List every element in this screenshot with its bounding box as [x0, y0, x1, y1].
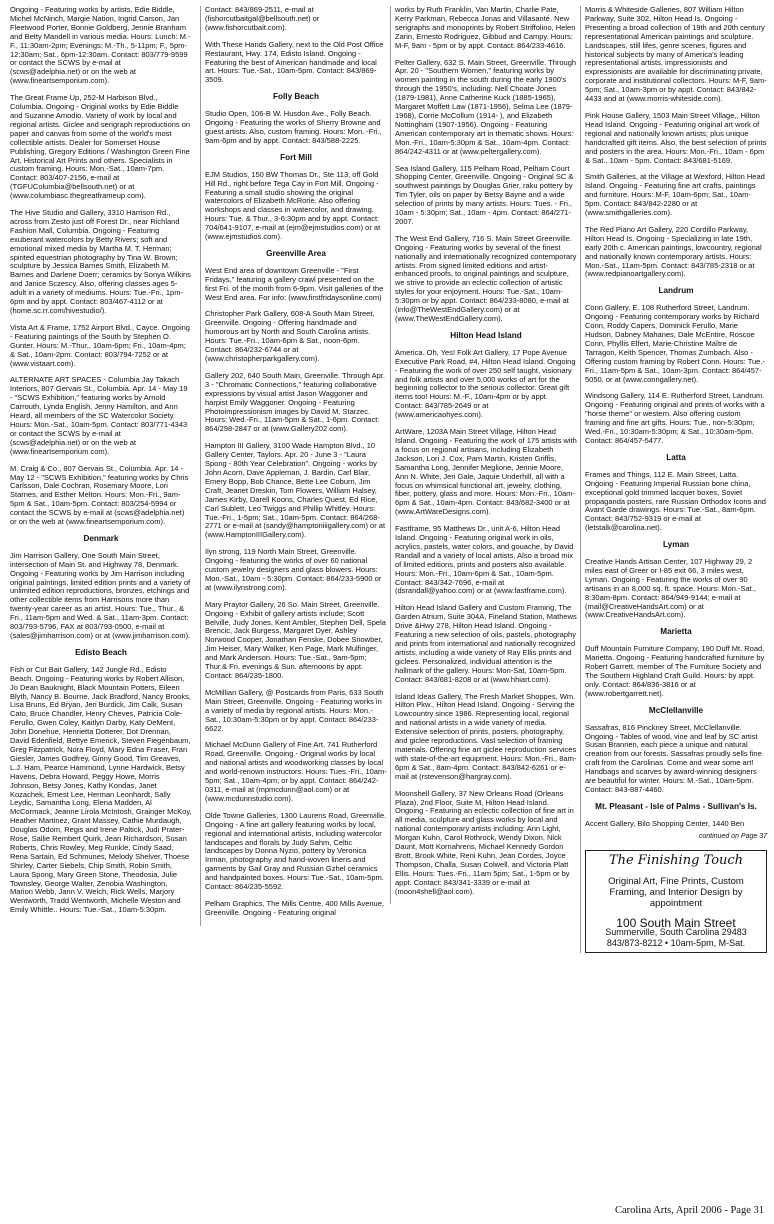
- gallery-listing: Conn Gallery, E. 108 Rutherford Street, Landrum. Ongoing - Featuring contemporary works by Richard Conn, Roddy Capers, Dominick Ferullo, Marie Hudson, Dabney Mahanes, Dale McEntire, Roscoe Conn, Phyllis Elfert, Marie-Christine Maître de Tarragon, Keith Spencer, Thomas Zumbach. Also - Offering custom framing by Robert Conn. Hours: Tue.-Fri., 11am-5pm & Sat., 10am-3pm. Contact: 864/457-5050. or at (www.conngallery.net).: [585, 303, 765, 384]
- gallery-listing: ALTERNATE ART SPACES - Columbia Jay Takach Interiors, 807 Gervais St., Columbia. Apr. 14 - May 19 - "SCWS Exhibition," featuring works by Arnold Carrouth, Lynda English, Jenny Hamilton, and Ann Heard, all members of the SC Watercolor Society. Hours: Mon.-Sat., 10am-5pm. Contact: 803/771-4343 or contact the SCWS by e-mail at (scws@adelphia.net) or on the web at (www.fineartsemporium.com).: [10, 375, 188, 456]
- gallery-listing: Smith Galleries, at the Village at Wexford, Hilton Head Island. Ongoing - Featuring fine art crafts, paintings and furniture. Hours: M-F, 10am-6pm; Sat., 10am-5pm. Contact: 843/842-2280 or at (www.smithgalleries.com).: [585, 172, 765, 218]
- column-1: [10, 6, 192, 923]
- gallery-listing: Pelham Graphics, The Mills Centre, 400 Mills Avenue, Greenville. Ongoing - Featuring original: [205, 898, 384, 917]
- gallery-listing: Mary Praytor Gallery, 26 So. Main Street, Greenville. Ongoing - Exhibit of gallery artists include; Scott Belville, Judy Jones, Kent Ambler, Stephen Dell, Spela Brencic, Jack Burgess, Margaret Dyer, Ashley Norwood Cooper, Jonathan Fenske, Dobee Snowber, Jim Heiser, Mary Walker, Ken Page, Mark Mulfinger, and Mark Anderson. Hours: Tue.-Sat., 9am-5pm; Thur.& Fri. evenings & Sun. afternoons by appt. Contact: 864/235-1800.: [205, 599, 386, 680]
- newspaper-page: [10, 5, 767, 1202]
- gallery-listing: Vista Art & Frame, 1752 Airport Blvd., Cayce. Ongoing - Featuring paintings of the South by Stephen O. Gunter. Hours: M.-Thur., 10am-6pm; Fri., 10am-4pm; & Sat., 10am-2pm. Contact: 803/794-7252 or at (www.vistaart.com).: [10, 322, 190, 368]
- section-heading: Denmark: [83, 533, 119, 543]
- gallery-listing: Pelter Gallery, 632 S. Main Street, Greenville. Through Apr. 20 - "Southern Women," featuring works by women painting in the south during the early 1900's through the 1950's, including: Nell Choate Jones (1879-1981), Anne Catherine Kuck (1885-1965), Margaret Moffett Law (1871-1956), Selma Lee (1879-1968), Corrie McCollum (1914- ), and Elizabeth Nottingham (1907-1956). Ongoing - Featuring American contemporary art in thematic shows. Hours: Mon.-Fri., 10am-5:30pm & Sat., 10am-4pm. Contact: 864/242-4311 or at (www.peltergallery.com).: [395, 57, 577, 156]
- gallery-listing: Fish or Cut Bait Gallery, 142 Jungle Rd., Edisto Beach. Ongoing - Featuring works by Robert Allison, Jo Dean Bauknight, Black Mountain Potters, Eileen Blyth, Nancy B. Bourne, Jack Bradford, Nancy Brooks, Lisa Bruns, Ed Bryan, Jeri Burdick, Jim Calk, Susan Cato, Bruce Chandler, Henry Cheves, Patricia Cole-Ferullo, Gwen Coley, Kaitlyn Darby, Katy DeMent, John Donehue, Henrietta Dotterer, Dot Drennan, David Edenfield, Bettye Emerick, Steven Fiegenbaum, Greg Fitzpatrick, Nora Floyd, Mary Edna Fraser, Fran Giesler, James Godfrey, Ginny Good, Tim Greaves, L.J. Ham, Pearce Hammond, Lynne Hardwick, Betsy Havens, Debra Howard, Peggy Howe, Morris Johnson, Betsy Jones, Kathy Kondas, Janet Kozachek, Ernest Lee, Herman Leonhardt, Sally Leydic, Samantha Long, Elena Madden, Al McCormack, Jeanne Lirola McIntosh, Grainger McKoy, Heather Martinez, Grant Massey, Cathie Murdaugh, Douglas Odom, Regis and Irene Paltick, Judi Prater-Rose, Sallie Rembert Quirk, Jean Richardson, Susan Roberts, Chris Rowley, Meg Runkle, Cindy Saad, Rena Sartain, Ed Schmunes, Melody Shelver, Thoese Shirley, Carter Siebels, Chip Smith, Robin Smith, Laura Spong, Mary Green Stone, Theodosia, Julie Townsley, George Walter, Zenobia Washington, Marion Webb, Jann V. Welch, Rick Wells, Marjory Wentworth, Tradd Wentworth, Michelle Weston and Emily Whittle.. Hours: Tue.-Sat., 10am-5:30pm.: [10, 664, 192, 915]
- finishing-touch-ad: [585, 850, 767, 954]
- gallery-listing: McMillian Gallery, @ Postcards from Paris, 633 South Main Street, Greenville. Ongoing - Featuring works in a variety of media by regional artists. Hours: Mon.-Sat., 10:30am-5:30pm or by appt. Contact: 864/233-6622.: [205, 687, 384, 733]
- section-heading: Marietta: [660, 627, 692, 637]
- gallery-listing: Windsong Gallery, 114 E. Rutherford Street, Landrum. Ongoing - Featuring original and prints of works with a "horse theme" or western. Also offering custom framing and fine art gifts. Hours: Tue., non-5:30pm; Wed.-Fri., 10:30am-5:30pm; & Sat., 10:30am-5pm. Contact: 864/457-5477.: [585, 391, 765, 445]
- column-2: [200, 6, 387, 926]
- section-heading: Hilton Head Island: [450, 330, 522, 340]
- gallery-listing: Ilyn strong, 119 North Main Street, Greenville. Ongoing - featuring the works of over 60 national custom jewelry designers and glass blowers. Hours: Mon.-Sat., 10am - 5:30pm. Contact: 864/233-5900 or at (www.ilynstrong.com).: [205, 547, 382, 592]
- page-footer: Carolina Arts, April 2006 - Page 31: [614, 1205, 764, 1216]
- gallery-listing: Contact: 843/869-2511, e-mail at (fishorcutbaitgal@bellsouth.net) or (www.fishorcutbait.com).: [205, 5, 320, 32]
- gallery-listing: EJM Studios, 150 BW Thomas Dr., Ste 113, off Gold Hill Rd., right before Tega Cay in Fort Mill. Ongoing - Featuring a small studio showing the original watercolors of Elizabeth McRorie. Also offering workshops and classes in watercolor, and drawing. Hours: Tue. & Thur., 3-6:30pm and by appt. Contact: 704/641-9107, e-mail at (ejm@ejmstudios.com) or at (www.ejmstudios.com).: [205, 169, 381, 242]
- ad-city: Summerville, South Carolina 29483: [605, 927, 747, 938]
- gallery-listing: Michael McDunn Gallery of Fine Art, 741 Rutherford Road, Greenville. Ongoing - Original works by local and national artists and woodworking classes by local and world-renown instructors. Hours: Tues.-Fri., 10am-5pm; Sat., 10am-4pm; or by appt. Contact: 864/242-0311, e-mail at (mpmcdunn@aol.com) or at (www.mcdunnstudio.com).: [205, 740, 387, 803]
- section-heading: Landrum: [658, 286, 694, 296]
- gallery-listing: Pink House Gallery, 1503 Main Street Village,, Hilton Head Island. Ongoing - Featuring original art work of regional and nationally known artists; plus unique handcrafted gift items. Also, the best selection of prints and posters in the area. Hours: Mon.-Fri., 10am - 6pm & Sat., 10am - 5pm. Contact: 843/681-5169.: [585, 110, 767, 165]
- gallery-listing: Ongoing - Featuring works by artists, Edie Biddle, Michel McNinch, Margie Nation, Ingrid Carson, Jan Fleetwood Porter, Bonnie Goldberg, Jennie Branham and Betty Mandell in various media. Hours: Lunch: M.-F., 11:30am-2pm; Evenings: M.-Th., 5-11pm; F., 5pm-12:30am; Sat., 6pm-12:30am. Contact: 803/779-9599 or contact the SCWS by e-mail at (scws@adelphia.net) or on the web at (www.fineartsemporium.com).: [10, 5, 191, 86]
- gallery-listing: Moonshell Gallery, 37 New Orleans Road (Orleans Plaza), 2nd Floor, Suite M, Hilton Head Island. Ongoing - Featuring an eclectic collection of fine art in all media, sculpture and glass works by local and national contemporary artists including: Ann Light, Morgan Kuhn, Carol Rothrock, Wendy Dixon, Nick Daunt, Mott Kornahrens, Michael Kennedy Gordon Brott, Brook White, Reni Kuhn, Jean Cordes, Joyce Thompson, Challa, Susan Colwell, and Victoria Platt Ellis. Hours: Tues.-Fri., 11am 5pm; Sat., 1-5pm or by appt. Contact: 843/341-3339 or e-mail at (moon4shell@aol.com).: [395, 788, 574, 896]
- gallery-listing: Hilton Head Island Gallery and Custom Framing, The Garden Atrium, Suite 304A, Fineland Station, Mathews Drive &Hwy 278, Hilton Head Island. Ongoing - Featuring a new selection of oils, pastels, photography and prints from international and nationally recognized artists, including a wide variety of Ray Ellis prints and giclees. Personalized, individual attention is the hallmark of the gallery. Hours: Mon-Sat, 10am-5pm. Contact: 843/681-8208 or at (www.hhiart.com).: [395, 603, 577, 684]
- gallery-listing: Island Ideas Gallery, The Fresh Market Shoppes, Wm. Hilton Pkw., Hilton Head Island. Ongoing - Serving the Lowcountry since 1986. Representing local, regional and national artists in a wide variety of media. Extensive selection of prints, posters, photography, and giclee reproductions. Vast selection of framing materials. Offering fine art giclee reproduction services with state-of-the-art equipment. Hours: Mon.-Fri., 8am-6pm & Sat., 8am-4pm. Contact: 843/842-6261 or e-mail at (rstevenson@hargray.com).: [395, 691, 577, 781]
- gallery-listing: Jim Harrison Gallery, One South Main Street, intersection of Main St. and Highway 78, Denmark. Ongoing - Featuring works by Jim Harrison including original paintings, limited edition prints and a variety of unlimited edition reproductions, bronzes, etchings and other collectible items from Harrisons more than twenty-year career as an artist. Hours: Tue., Thur., & Fri., 11am-5pm and Wed. & Sat., 11am-3pm. Contact: 803/793-5796, FAX at 803/793-0500, e-mail at (sales@jimharrison.com) or at (www.jimharrison.com).: [10, 550, 191, 640]
- gallery-listing: Accent Gallery, Bilo Shopping Center, 1440 Ben: [585, 818, 745, 828]
- gallery-listing: M. Craig & Co., 807 Gervais St., Columbia. Apr. 14 - May 12 - "SCWS Exhibition," featuring works by Chris Carlsson, Dale Cochran, Rosemary Moore, Lori Starnes, and Esther Melton. Hours: Mon.-Fri., 9am-5pm & Sat., 10am-5pm. Contact: 803/254-5994 or contact the SCWS by e-mail at (scws@adelphia.net) or on the web at (www.fineartsemporium.com).: [10, 463, 189, 527]
- ad-hours: 843/873-8212 • 10am-5pm, M-Sat.: [606, 937, 746, 948]
- gallery-listing: Studio Open, 106-B W. Husdon Ave., Folly Beach. Ongoing - Featuring the works of Sherry Browne and guest artists. Also, custom framing. Hours: Mon. -Fri., 9am-6pm and by appt. Contact: 843/588-2225.: [205, 109, 382, 145]
- column-3: [390, 6, 577, 904]
- gallery-listing: Olde Towne Galleries, 1300 Laurens Road, Greenville. Ongoing - A fine art gallery featuring works by local, regional and international artists, including watercolor landscapes and florals by Judy Sahm, Celtic landscapes by Donna Nyzio, pottery by Veronica Inman, photography and hand-woven linens and garments by Gail Gray and Russian Gzhel ceramics and handpainted boxes. Hours: Tue.-Sat., 10am-5pm. Contact: 864/235-5592.: [205, 810, 387, 892]
- section-heading: Edisto Beach: [75, 647, 127, 657]
- section-heading: Greenville Area: [266, 248, 326, 258]
- gallery-listing: Sea Island Gallery, 115 Pelham Road, Pelham Court Shopping Center, Greenville. Ongoing - Original SC & southwest paintings by Douglas Grier, raku pottery by Tim Tyler, oils on paper by Betsy Bayne and a wide selection of prints by many artists. Hours: Tues. - Fri., 10am - 5:30pm; Sat., 10am - 4pm. Contact: 864/271-2007.: [395, 163, 574, 226]
- gallery-listing: works by Ruth Franklin, Van Martin, Charlie Pate, Kerry Parkman, Rebecca Jonas and Villasanté. New serigraphs and monoprints by Robert Striffolino, Helen Zarin, Ernesto Rodriguez, Gibbud and Campy. Hours: M-F, 9am - 5pm or by appt. Contact: 864/233-4616.: [395, 5, 576, 50]
- gallery-listing: West End area of downtown Greenville - "First Fridays," featuring a gallery crawl presented on the first Fri. of the month from 6-9pm. Visit galleries of the West End area. For info: (www.firstfridaysonline.com): [205, 265, 384, 302]
- section-heading: McClellanville: [648, 705, 704, 715]
- ad-tagline: Original Art, Fine Prints, Custom Framing, and Interior Design by appointment: [608, 875, 744, 909]
- gallery-listing: Gallery 202, 640 South Main, Greenville. Through Apr. 3 - "Chromatic Connections," featuring collaborative expressions by visual artist Jason Waggoner and harpist Emily Waggoner. Ongoing - Featuring Photoimpressionism images by David M. Starzec. Hours: Wed.-Fri., 11am-5pm & Sat., 1-6pm. Contact: 864/298-2847 or at (www.Gallery202.com).: [205, 370, 385, 434]
- gallery-listing: The West End Gallery, 716 S. Main Street Greenville. Ongoing - Featuring works by several of the finest nationally and internationally recognized contemporary artists. From signed limited editions and artist-enhanced proofs, to original paintings and sculpture, we strive to provide an eclectic collection of artistic styles for your enjoyment. Hours: Tue.-Sat., 10am-5:30pm or by appt. Contact: 864/233-8080, e-mail at (info@TheWestEndGallery.com) or at (www.TheWestEndGallery.com).: [395, 233, 577, 323]
- gallery-listing: Duff Mountain Furniture Company, 190 Duff Mt. Road, Marietta. Ongoing - Featuring handcrafted furniture by Robert Garrett, member of The Furniture Society and The Southern Highland Craft Guild. Hours: by appt. only. Contact: 864/836-3816 or at (www.robertgarrett.net).: [585, 644, 765, 698]
- section-heading: Mt. Pleasant - Isle of Palms - Sullivan's Is.: [595, 801, 757, 811]
- gallery-listing: With These Hands Gallery, next to the Old Post Office Restaurant, Hwy. 174, Edisto Island. Ongoing - Featuring the best of American handmade and local art. Hours: Tue.-Sat., 10am-5pm. Contact: 843/869-3509.: [205, 39, 384, 85]
- gallery-listing: Sassafras, 816 Pinckney Street, McClellanville. Ongoing - Tables of wood, vine and leaf by SC artist Susan Brannen, each piece a unique and natural creation from our forests. Sassafras proudly sells fine craft from the Carolinas. Come and wear some art! Handbags and scarves by award-winning designers are beautiful for winter. Hours: M.-Sat., 10am-5pm. Contact: 843-887-4460.: [585, 722, 762, 794]
- gallery-listing: Frames and Things, 112 E. Main Street, Latta. Ongoing - Featuring Imperial Russian bone china, exceptional gold trimmed lacquer boxes, Soviet propaganda posters, rare Russian Orthodox Icons and Avant Garde drawings. Hours: Tue.-Sat., 8am-6pm. Contact: 843/752-9319 or e-mail at (letstalk@carolina.net).: [585, 469, 766, 533]
- gallery-listing: Fastframe, 95 Matthews Dr., unit A-6, Hilton Head Island. Ongoing - Featuring original work in oils, acrylics, pastels, water colors, and gouache, by David Randall and a variety of local artists. Also a broad mix of limited editions, prints and posters also available. Hours: Mon.-Fri., 10am-6pm & Sat., 10am-5pm. Contact: 843/342-7696, e-mail at (dsrandall@yahoo.com) or at (www.fastframe.com).: [395, 524, 574, 596]
- gallery-listing: Hampton III Gallery, 3100 Wade Hampton Blvd., 10 Gallery Center, Taylors. Apr. 20 - June 3 - "Laura Spong - 80th Year Celebration". Ongoing - works by John Acorn, Dave Appleman, J. Bardin, Carl Blair, Emery Bopp, Bob Chance, Bette Lee Coburn, Jim Craft, Jeanet Dreskin, Tom Flowers, William Halsey, James Kirby, Darell Koons, Charles Quest, Ed Rice, Carl Sublett, Leo Twiggs and Phillip Whitley. Hours: Tue.-Fri., 1-5pm; Sat., 10am-5pm. Contact: 864/268-2771 or e-mail at (sandy@hamptoniiigallery.com) or at (www.HamptonIIIGallery.com).: [205, 441, 386, 540]
- gallery-listing: The Hive Studio and Gallery, 3310 Harrison Rd., across from Zesto just off Forest Dr., near Richland Fashion Mall, Columbia. Ongoing - Featuring exuberant watercolors by Betty Rivers; soft and emotional mixed media by Martha M. T. Herman; spirited equestrian photography by Tina W. Brown; sculpture by Jessica Barnes Smith, Elizabeth M. Barnes and Darlene Doerr; ceramics by Sonya Wilkins and Janice Sczescy. Also, offering classes ages 5-adult in a variety of mediums. Hours: Tue.-Fri., 1pm-6pm and by appt. Contact: 803/467-4112 or at (home.sc.rr.com/hivestudio/).: [10, 208, 191, 315]
- gallery-listing: The Red Piano Art Gallery, 220 Cordillo Parkway, Hilton Head Is. Ongoing - Specializing in late 19th, early 20th c. American paintings, lowcountry, regional and nationally known contemporary artists. Hours: Mon.-Sat., 11am-5pm. Contact: 843/785-2318 or at (www.redpianoartgallery.com).: [585, 224, 762, 279]
- ad-address: 100 South Main Street: [616, 915, 736, 930]
- section-heading: Lyman: [662, 540, 690, 550]
- gallery-listing: The Great Frame Up, 252-M Harbison Blvd., Columbia. Ongoing - Original works by Edie Biddle and Suzanne Amodio. Variety of work by local and regional artists. Giclee and serigraph reproductions on paper and canvas from some of the world's most collectible artists. Dealer for Somerset House Publishing, Gregory Editions / Washington Green Fine Art, Historical Art Prints and others. Specialists in custom framing. Hours: Mon.-Sat., 10am-7pm. Contact: 803/407-2156, e-mail at (TGFUColumbia@bellsouth.net) or at (www.columbiasc.thegreatframeup.com).: [10, 93, 191, 201]
- column-4: [580, 6, 767, 953]
- ad-logo: The Finishing Touch: [608, 852, 744, 868]
- gallery-listing: ArtWare, 1203A Main Street Village, Hilton Head Island. Ongoing - Featuring the work of 175 artists with a focus on regional artisans, including Elizabeth Jackson, Lori J. Cox, Pam Martin, Kristen Griffis, Samantha Long, Jennifer Meglione, Jennie Moore, Ann N. White, Jeri Gale, Jaquie Underhill, all with a focus on whimsical functional art, jewelry, clothing, fiber, pottery, glass and more. Hours: Mon.-Fri., 10am-6pm & Sat., 10am-4pm. Contact: 843/682-3400 or at (www.ArtWareDesigns.com).: [395, 427, 577, 517]
- gallery-listing: Creative Hands Artisan Center, 107 Highway 29, 2 miles east of Greer or I-85 exit 66, 3 miles west, Lyman. Ongoing - Featuring the works of over 90 artisans in an 8,000 sq. ft. space. Hours: Mon.-Sat., 8:30am-8pm. Contact: 864/949-9144; e-mail at (mail@CreativeHandsArt.com) or at (www.CreativeHandsArt.com).: [585, 557, 756, 620]
- section-heading: Folly Beach: [273, 92, 319, 102]
- section-heading: Latta: [666, 452, 686, 462]
- gallery-listing: Morris & Whiteside Galleries, 807 William Hilton Parkway, Suite 302, Hilton Head Is. Ongoing - Presenting a broad collection of 19th and 20th century representational American paintings and sculpture. Landscapes, still lifes, genre scenes, figures and historical subjects by many of America's leading representational artists, impressionists and expressionists are available for discriminating private, corporate and institutional collectors. Hours: M-F, 9am-5pm; Sat., 10am-3pm or by appt. Contact: 843/842-4433 and at (www.morris-whiteside.com).: [585, 5, 767, 104]
- gallery-listing: America. Oh, Yes! Folk Art Gallery, 17 Pope Avenue Executive Park Road, #4, Hilton Head Island. Ongoing - Featuring the work of over 250 self taught, visionary and folk artists and over 5,000 works of art for the beginning collector to the serious collector. Great gift items too! Hours: M.-F., 10am-4pm or by appt. Contact: 843/785-2649 or at (www.americaohyes.com).: [395, 347, 576, 420]
- section-heading: Fort Mill: [280, 152, 312, 162]
- continued-note: continued on Page 37: [698, 832, 767, 840]
- gallery-listing: Christopher Park Gallery, 608-A South Main Street, Greenville. Ongoing - Offering handmade and humorous art by North and South Carolina artists. Hours: Tue.-Fri., 10am-6pm & Sat., noon-6pm. Contact: 864/232-6744 or at (www.christopherparkgallery.com).: [205, 309, 375, 363]
